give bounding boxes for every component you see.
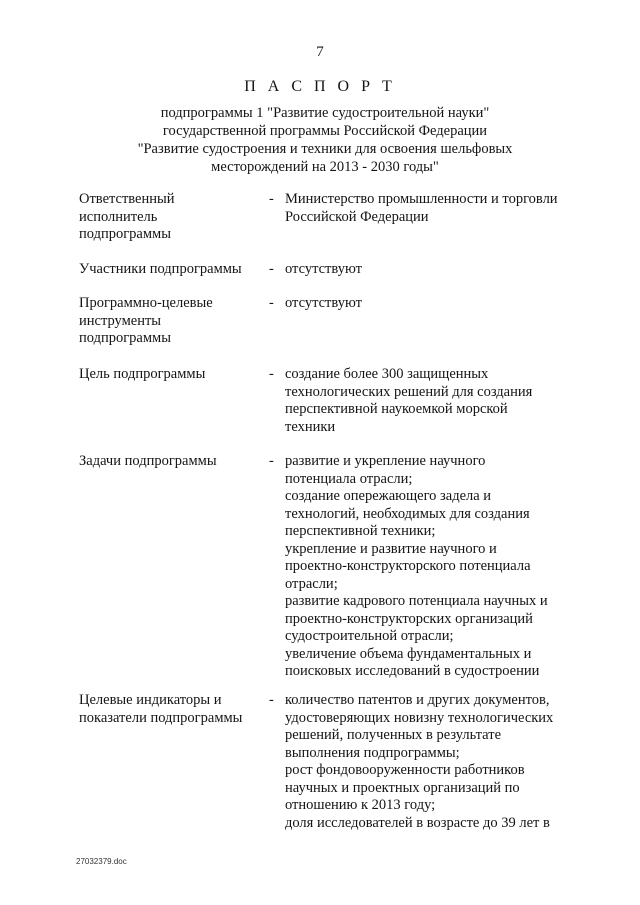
value-line: увеличение объема фундаментальных и (285, 645, 532, 662)
value-line: развитие и укрепление научного (285, 453, 486, 469)
row-dash: - (269, 366, 274, 382)
value-line: доля исследователей в возрасте до 39 лет в (285, 814, 550, 831)
value-line: перспективной техники; (285, 523, 436, 539)
document-title: П А С П О Р Т (244, 78, 396, 95)
row-value (285, 692, 615, 832)
label-line: Участники подпрограммы (79, 261, 242, 277)
value-line: создание более 300 защищенных (285, 366, 489, 382)
value-line: научных и проектных организаций по (285, 779, 520, 796)
value-line: судостроительной отрасли; (285, 628, 454, 644)
value-line: отсутствуют (285, 295, 362, 311)
row-dash: - (269, 191, 274, 207)
value-line: рост фондовооруженности работников (285, 762, 525, 778)
label-line: инструменты (79, 312, 162, 329)
row-label (79, 692, 269, 727)
value-line: проектно-конструкторского потенциала (285, 558, 531, 574)
document-subtitle (110, 104, 540, 176)
subtitle-line: государственной программы Российской Федерации (162, 123, 488, 139)
value-line: технологических решений для создания (285, 383, 533, 400)
row-value (285, 366, 615, 436)
value-line: поисковых исследований в судостроении (285, 663, 540, 679)
value-line: отношению к 2013 году; (285, 797, 436, 813)
row-value (285, 295, 615, 313)
label-line: исполнитель (79, 208, 158, 225)
label-line: Программно-целевые (79, 295, 213, 311)
subtitle-line: "Развитие судостроения и техники для освоения шельфовых (137, 141, 513, 157)
value-line: удостоверяющих новизну технологических (285, 709, 554, 726)
row-label (79, 261, 269, 279)
row-value (285, 261, 615, 279)
label-line: подпрограммы (79, 226, 171, 242)
value-line: выполнения подпрограммы; (285, 744, 460, 761)
row-value (285, 453, 615, 681)
value-line: отсутствуют (285, 261, 362, 277)
row-dash: - (269, 692, 274, 708)
subtitle-line: месторождений на 2013 - 2030 годы" (211, 159, 439, 175)
value-line: проектно-конструкторских организаций (285, 610, 533, 627)
value-line: развитие кадрового потенциала научных и (285, 593, 548, 609)
value-line: потенциала отрасли; (285, 470, 413, 487)
row-dash: - (269, 453, 274, 469)
row-label (79, 453, 269, 471)
subtitle-line: подпрограммы 1 "Развитие судостроительной науки" (160, 105, 490, 121)
row-label (79, 295, 269, 348)
row-label (79, 366, 269, 384)
footer-filename: 27032379.doc (76, 857, 127, 866)
label-line: подпрограммы (79, 330, 171, 346)
value-line: Российской Федерации (285, 208, 429, 225)
row-value (285, 191, 615, 226)
label-line: показатели подпрограммы (79, 709, 243, 726)
value-line: решений, полученных в результате (285, 727, 501, 743)
value-line: создание опережающего задела и (285, 488, 492, 504)
value-line: технологий, необходимых для создания (285, 505, 530, 522)
value-line: укрепление и развитие научного и (285, 540, 497, 557)
row-dash: - (269, 261, 274, 277)
value-line: Министерство промышленности и торговли (285, 191, 558, 207)
value-line: количество патентов и других документов, (285, 692, 550, 708)
label-line: Цель подпрограммы (79, 366, 206, 382)
row-label (79, 191, 269, 244)
value-line: техники (285, 418, 336, 435)
value-line: отрасли; (285, 575, 338, 592)
value-line: перспективной наукоемкой морской (285, 401, 508, 417)
row-dash: - (269, 295, 274, 311)
label-line: Целевые индикаторы и (79, 692, 222, 708)
page-number: 7 (316, 44, 324, 60)
label-line: Задачи подпрограммы (79, 453, 217, 469)
label-line: Ответственный (79, 191, 175, 207)
